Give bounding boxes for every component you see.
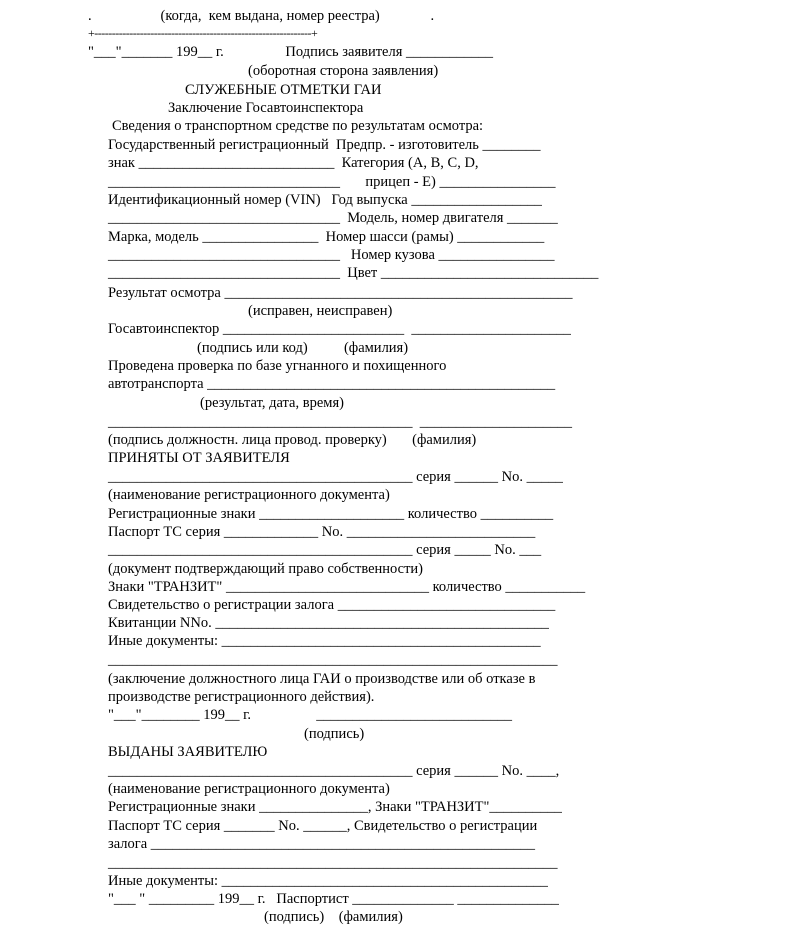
field-engine-model: ________________________________ Модель, номер двигателя _______ xyxy=(108,210,558,226)
caption-result-date-time: (результат, дата, время) xyxy=(200,395,344,411)
date-signature-line: "___"_______ 199__ г. Подпись заявителя ____________ xyxy=(88,44,494,60)
section-heading-official-marks: СЛУЖЕБНЫЕ ОТМЕТКИ ГАИ xyxy=(185,82,382,98)
caption-signature: (подпись) xyxy=(304,726,365,742)
field-issued-other-documents: Иные документы: _____________________________________________ xyxy=(108,873,548,889)
dashed-border: +--------------------------------------------------------------+ xyxy=(88,26,318,40)
field-blank-line: ______________________________________________________________ xyxy=(108,855,558,871)
field-other-documents: Иные документы: ____________________________________________ xyxy=(108,633,541,649)
field-vin-year: Идентификационный номер (VIN) Год выпуска __________________ xyxy=(108,192,542,208)
caption-conclusion-2: производстве регистрационного действия). xyxy=(108,689,375,705)
reverse-side-caption: (оборотная сторона заявления) xyxy=(248,63,439,79)
caption-signature-surname: (подпись или код) (фамилия) xyxy=(197,340,409,356)
date-signature-line-2: "___"________ 199__ г. ___________________________ xyxy=(108,707,513,723)
issued-caption: . (когда, кем выдана, номер реестра) . xyxy=(88,8,435,24)
field-conclusion-blank: ______________________________________________________________ xyxy=(108,652,558,668)
field-checker-signature: __________________________________________ _____________________ xyxy=(108,414,572,430)
field-receipts: Квитанции NNo. ______________________________________________ xyxy=(108,615,549,631)
field-reg-sign-manufacturer: Государственный регистрационный Предпр. - изготовитель ________ xyxy=(108,137,541,153)
section-heading-issued: ВЫДАНЫ ЗАЯВИТЕЛЮ xyxy=(108,744,268,760)
field-received-plates: Регистрационные знаки ____________________ количество __________ xyxy=(108,506,554,522)
field-make-chassis: Марка, модель ________________ Номер шасси (рамы) ____________ xyxy=(108,229,545,245)
caption-officer-signature: (подпись) (фамилия) xyxy=(264,909,403,925)
caption-reg-document: (наименование регистрационного документа) xyxy=(108,487,390,503)
caption-conclusion-1: (заключение должностного лица ГАИ о производстве или об отказе в xyxy=(108,671,536,687)
field-color: ________________________________ Цвет ______________________________ xyxy=(108,265,599,281)
field-received-document: __________________________________________ серия ______ No. _____ xyxy=(108,469,563,485)
inspector-conclusion-heading: Заключение Госавтоинспектора xyxy=(168,100,364,116)
field-inspector: Госавтоинспектор _________________________ ______________________ xyxy=(108,321,571,337)
inspection-intro: Сведения о транспортном средстве по результатам осмотра: xyxy=(112,118,484,134)
caption-issued-document: (наименование регистрационного документа) xyxy=(108,781,390,797)
field-ownership-document: __________________________________________ серия _____ No. ___ xyxy=(108,542,542,558)
field-pledge: залога _____________________________________________________ xyxy=(108,836,536,852)
stolen-check-text: Проведена проверка по базе угнанного и похищенного xyxy=(108,358,447,374)
section-heading-received: ПРИНЯТЫ ОТ ЗАЯВИТЕЛЯ xyxy=(108,450,290,466)
field-pledge-certificate: Свидетельство о регистрации залога ______________________________ xyxy=(108,597,556,613)
field-issued-passport: Паспорт ТС серия _______ No. ______, Свидетельство о регистрации xyxy=(108,818,538,834)
caption-condition: (исправен, неисправен) xyxy=(248,303,393,319)
field-issued-document: __________________________________________ серия ______ No. ____, xyxy=(108,763,560,779)
field-issued-plates: Регистрационные знаки _______________, Знаки "ТРАНЗИТ"__________ xyxy=(108,799,562,815)
caption-ownership: (документ подтверждающий право собственности) xyxy=(108,561,424,577)
field-transit-plates: Знаки "ТРАНЗИТ" ____________________________ количество ___________ xyxy=(108,579,586,595)
field-inspection-result: Результат осмотра ________________________________________________ xyxy=(108,285,573,301)
field-trailer: ________________________________ прицеп - E) ________________ xyxy=(108,174,556,190)
field-received-passport: Паспорт ТС серия _____________ No. __________________________ xyxy=(108,524,536,540)
field-vehicles-check: автотранспорта ________________________________________________ xyxy=(108,376,556,392)
field-body-number: ________________________________ Номер кузова ________________ xyxy=(108,247,555,263)
field-sign-category: знак ___________________________ Категория (A, B, C, D, xyxy=(108,155,479,171)
field-passport-officer: "___ " _________ 199__ г. Паспортист ______________ ______________ xyxy=(108,891,559,907)
caption-checker: (подпись должностн. лица провод. проверку) (фамилия) xyxy=(108,432,477,448)
